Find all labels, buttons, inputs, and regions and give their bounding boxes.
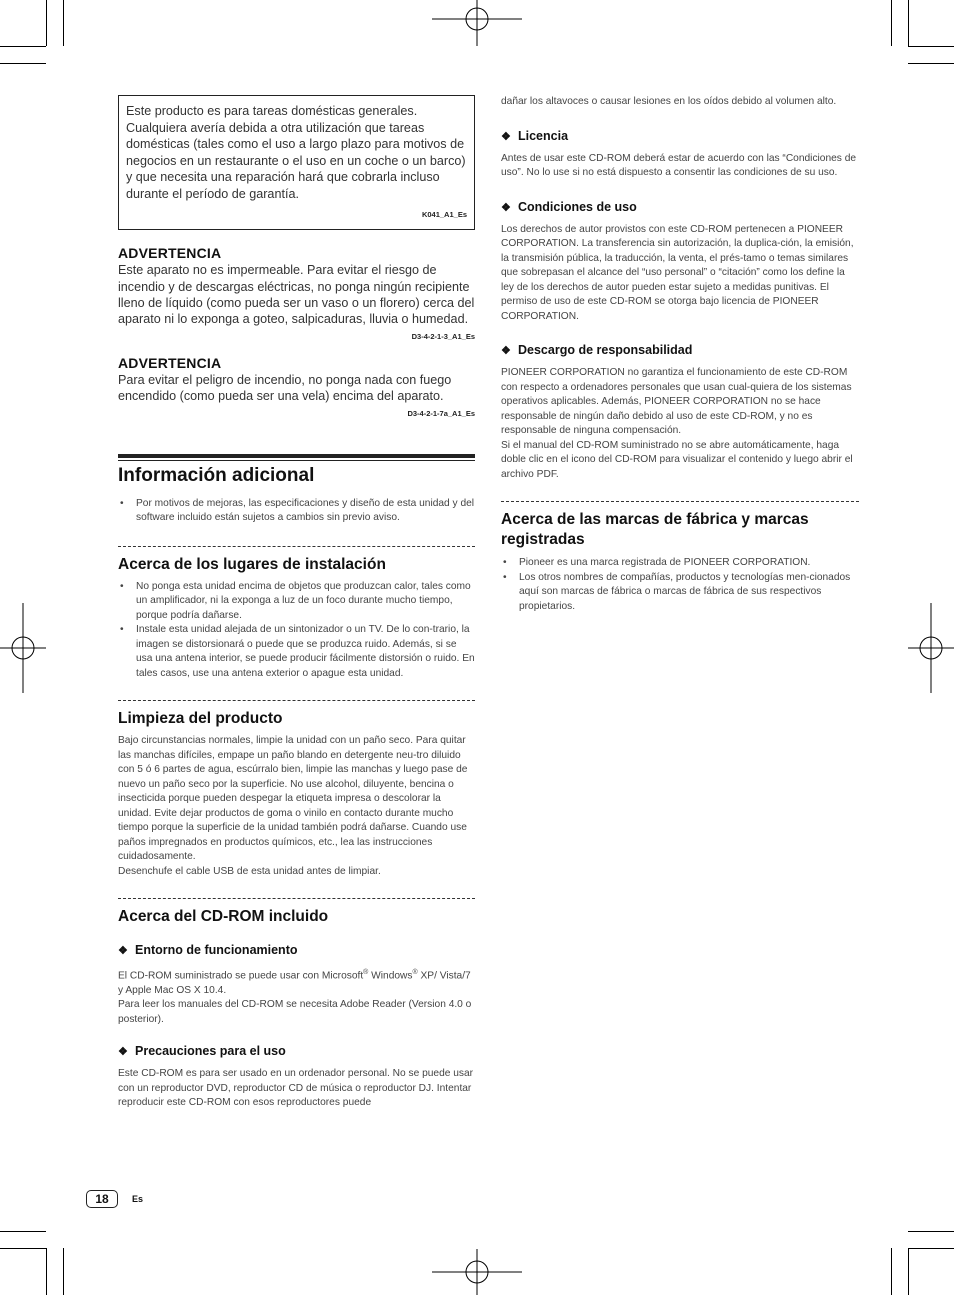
cdrom-title: Acerca del CD-ROM incluido xyxy=(118,908,329,926)
list-item: • No ponga esta unidad encima de objetos que produzcan calor, tales como un amplificador, ni la exponga a luz de un foco durante mucho tiempo, porque podría dañarse. xyxy=(118,580,475,624)
cleaning-title: Limpieza del producto xyxy=(118,710,283,728)
notice-code: K041_A1_Es xyxy=(421,209,467,219)
env-text-2: Para leer los manuales del CD-ROM se necesita Adobe Reader (Version 4.0 o posterior). xyxy=(118,999,472,1025)
list-item: • Pioneer es una marca registrada de PIONEER CORPORATION. xyxy=(501,556,859,571)
notice-box xyxy=(118,95,475,230)
registered-mark: ® xyxy=(412,969,418,977)
env-heading-label: Entorno de funcionamiento xyxy=(135,943,298,958)
diamond-icon: ❖ xyxy=(501,130,511,143)
diamond-icon: ❖ xyxy=(501,345,511,357)
env-text-a: El CD-ROM suministrado se puede usar con Microsoft xyxy=(118,970,364,982)
registered-mark: ® xyxy=(363,969,369,977)
license-text: Antes de usar este CD-ROM deberá estar de acuerdo con las “Condiciones de uso”. No lo use si no está dispuesto a consentir las condiciones de su uso. xyxy=(501,152,857,178)
env-heading xyxy=(118,942,475,959)
dashed-divider xyxy=(118,546,475,547)
list-item: • Por motivos de mejoras, las especificaciones y diseño de esta unidad y del software incluido están sujetos a cambios sin previo aviso. xyxy=(118,497,475,526)
warning-code-1: D3-4-2-1-3_A1_Es xyxy=(411,331,475,341)
diamond-icon: ❖ xyxy=(501,201,511,214)
disclaimer-heading xyxy=(501,342,859,359)
diamond-icon: ❖ xyxy=(118,945,128,958)
dashed-divider xyxy=(118,898,475,899)
license-heading-label: Licencia xyxy=(518,128,569,143)
diamond-icon: ❖ xyxy=(118,1046,128,1059)
prec-heading-label: Precauciones para el uso xyxy=(135,1044,286,1059)
env-text xyxy=(118,966,475,998)
disclaimer-heading-label: Descargo de responsabilidad xyxy=(518,343,693,357)
dashed-divider xyxy=(118,700,475,701)
prec-text: Este CD-ROM es para ser usado en un ordenador personal. No se puede usar con un reproductor DVD, reproductor CD de música o reproductor DJ. Intentar reproducir este CD-ROM con esos reproductores puede xyxy=(118,1068,474,1109)
terms-heading xyxy=(501,199,859,216)
warning-text-1: Este aparato no es impermeable. Para evitar el riesgo de incendio y de descargas eléctricas, no ponga ningún recipiente lleno de líquido (como pueda ser un vaso o un florero) cerca del aparato ni lo exponga a goteo, salpicaduras, lluvia o humedad. xyxy=(118,263,475,327)
disclaimer-text: PIONEER CORPORATION no garantiza el funcionamiento de este CD-ROM con respecto a ordenadores personales que usan cual-quiera de los sistemas operativos aplicables. Además, PIONEER CORPORATION no se hace responsable de ningún daño debido al uso de este CD-ROM, y no es responsable de ninguna compensación. xyxy=(501,367,852,436)
language-code: Es xyxy=(132,1194,144,1204)
notice-text: Este producto es para tareas domésticas generales. Cualquiera avería debida a otra utilización que tareas domésticas (tales como el uso a largo plazo para motivos de negocios en un restaurante o el uso en un coche o un barco) y que necesita una reparación hará que cobrarla incluso durante el período de garantía. xyxy=(126,104,466,201)
page-footer xyxy=(86,1190,143,1208)
dashed-divider xyxy=(501,501,859,502)
warning-code-2: D3-4-2-1-7a_A1_Es xyxy=(407,408,475,418)
warning-text-2: Para evitar el peligro de incendio, no ponga nada con fuego encendido (como pueda ser una vela) encima del aparato. xyxy=(118,372,452,404)
cleaning-text: Bajo circunstancias normales, limpie la unidad con un paño seco. Para quitar las manchas difíciles, empape un paño blando en detergente neu-tro diluido con 5 ó 6 partes de agua, escúrralo bien, limpie las manchas y luego pase de nuevo un paño seco por la superficie. No use alcohol, diluyente, bencina o insecticida porque pueden despegar la etiqueta impresa o descolorar la unidad. Evite dejar productos de goma o vinilo en contacto durante mucho tiempo porque la superficie de la unidad también podrá dañarse. Cuando use paños impregnados en productos químicos, etc., lea las instrucciones cuidadosamente. xyxy=(118,735,468,863)
install-list xyxy=(118,580,475,682)
section-title: Información adicional xyxy=(118,464,315,486)
page-number: 18 xyxy=(86,1190,118,1208)
disclaimer-text-2: Si el manual del CD-ROM suministrado no se abre automáticamente, haga doble clic en el icono del CD-ROM para visualizar el contenido y luego abrir el archivo PDF. xyxy=(501,439,853,480)
trademarks-list xyxy=(501,556,859,614)
warning-heading-1: ADVERTENCIA xyxy=(118,245,222,262)
env-text-c: XP/ Vista/7 y Apple Mac OS X 10.4. xyxy=(118,970,471,996)
prec-heading xyxy=(118,1043,475,1060)
left-column xyxy=(118,95,475,1111)
warning-heading-2: ADVERTENCIA xyxy=(118,354,222,371)
right-column xyxy=(501,95,859,614)
cleaning-text-2: Desenchufe el cable USB de esta unidad antes de limpiar. xyxy=(118,865,381,877)
terms-heading-label: Condiciones de uso xyxy=(518,199,637,214)
list-item: • Instale esta unidad alejada de un sintonizador o un TV. De lo con-trario, la imagen se distorsionará o puede que se produzca ruido. Además, si se usa una antena interior, se puede producir fácilmente distorsión o ruido. En tales casos, use una antena exterior o apague esta unidad. xyxy=(118,623,475,681)
prec-text-cont: dañar los altavoces o causar lesiones en los oídos debido al volumen alto. xyxy=(501,96,837,107)
list-item: • Los otros nombres de compañías, productos y tecnologías men-cionados aquí son marcas de fábrica o marcas de fábrica de sus respectivos propietarios. xyxy=(501,571,859,615)
info-list xyxy=(118,497,475,526)
section-rule xyxy=(118,454,475,461)
install-title: Acerca de los lugares de instalación xyxy=(118,555,386,573)
license-heading xyxy=(501,128,859,145)
terms-text: Los derechos de autor provistos con este CD-ROM pertenecen a PIONEER CORPORATION. La transferencia sin autorización, la duplica-ción, la emisión, la transmisión pública, la traducción, la venta, el prés-tamo o temas similares que sobrepasan el alcance del “uso personal” o “citación” como los define la ley de los derechos de autor pueden estar sujeto a medidas punitivas. El permiso de uso de este CD-ROM se otorga bajo licencia de PIONEER CORPORATION. xyxy=(501,223,854,322)
trademarks-title: Acerca de las marcas de fábrica y marcas registradas xyxy=(501,511,809,548)
env-text-b: Windows xyxy=(368,970,413,982)
